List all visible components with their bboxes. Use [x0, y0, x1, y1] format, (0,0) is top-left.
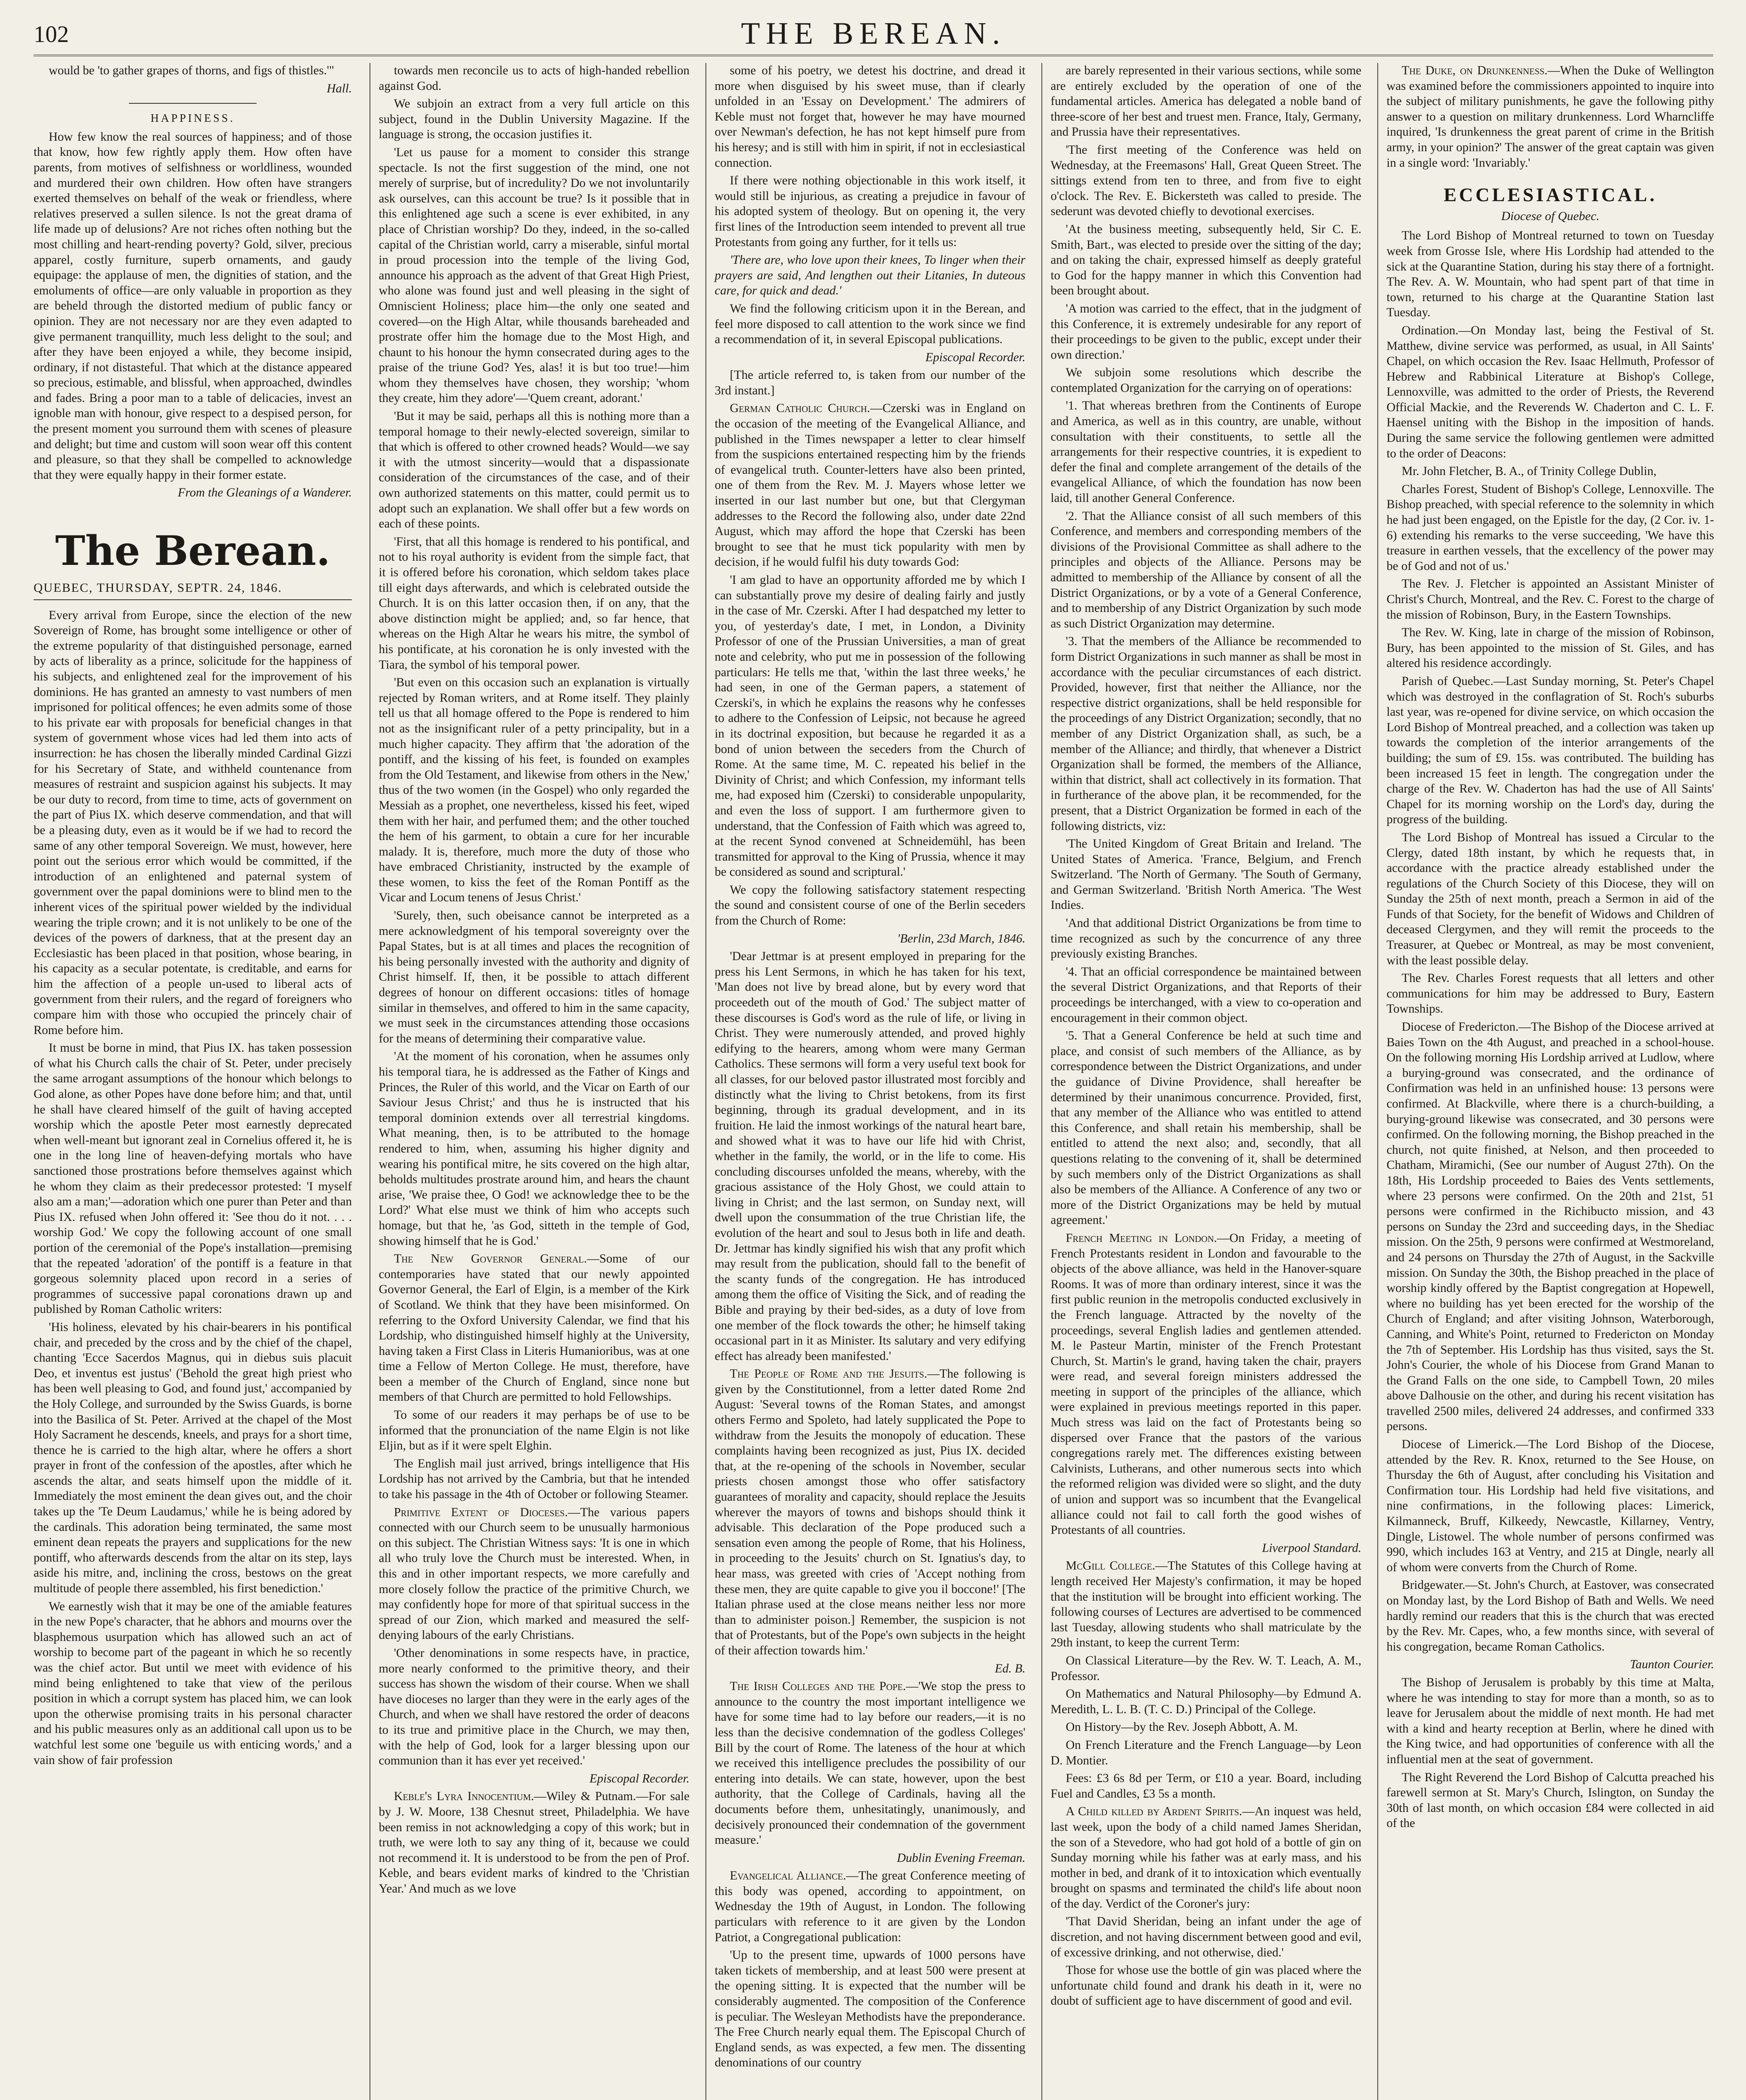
article-paragraph: some of his poetry, we detest his doctrine, and dread it more when disguised by his sweet muse, than if clearly unfolded in an 'Essay on Development.' The admirers of Keble must not forget that, however he may have mourned over Newman's defection, he has not kept himself pure from his heresy; and is still with him in spirit, if not in ecclesiastical connection.: [715, 64, 1025, 170]
article-paragraph: 'First, that all this homage is rendered to his pontifical, and not to his royal authority is evident from the simple fact, that it is offered before his coronation, which seldom takes place till eight days afterwards, and which is celebrated outside the Church. It is on this latter occasion then, if on any, that the above distinction might be applied; and, so far hence, that whereas on the High Altar he wears his mitre, the symbol of his pontificate, at his coronation he is only invested with the Tiara, the symbol of his temporal power.: [379, 535, 689, 672]
dioceses-heading: Primitive Extent of Dioceses.: [394, 1505, 568, 1519]
article-paragraph: Parish of Quebec.—Last Sunday morning, St. Peter's Chapel which was destroyed in the conflagration of St. Roch's suburbs last year, was re-opened for divine service, on which occasion the Lord Bishop of Montreal preached, and a collection was taken up towards the completion of the interior arrangements of the building; the sum of £9. 15s. was contributed. The building has been increased 15 feet in length. The congregation under the charge of the Rev. W. Chaderton has had the use of All Saints' Chapel for its morning worship on the Lord's day, during the progress of the building.: [1387, 674, 1714, 827]
article-paragraph: 'Dear Jettmar is at present employed in preparing for the press his Lent Sermons, in which he has taken for his text, 'Man does not live by bread alone, but by every word that proceedeth out of the mouth of God.' The subject matter of these discourses is God's word as the rule of life, or living in Christ. They were numerously attended, and proved highly edifying to the hearers, among whom were many German Catholics. These sermons will form a very useful text book for all classes, for our beloved pastor illustrated most forcibly and distinctly what the living to Christ betokens, from its first beginning, through its gradual development, and in its fruition. He laid the inmost workings of the natural heart bare, and showed what it was to have our life hid with Christ, whether in the family, the world, or in the life to come. His concluding discourses unfolded the means, whereby, with the gracious assistance of the Holy Ghost, we could attain to living in Christ; and the last sermon, on Sunday next, will dwell upon the consummation of the true Christian life, the evolution of the heart and soul to Jesus both in life and death. Dr. Jettmar has kindly signified his wish that any profit which may result from the publication, should fall to the benefit of the scanty funds of the congregation. He has introduced among them the office of Visiting the Sick, and of reading the Bible and praying by their bed-sides, as a duty of love from one member of the flock towards the other; he himself taking occasional part in it as Minister. Its salutary and very edifying effect has already been manifested.': [715, 950, 1025, 1363]
diocese-heading: Diocese of Quebec.: [1501, 209, 1600, 223]
happiness-body: How few know the real sources of happiness; and of those that know, how few rightly apply them. How often have parents, from motives of selfishness or worldliness, wounded and murdered their own children. How often have strangers exerted themselves on behalf of the weak or friendless, where relatives preserved a sullen silence. Is not the great drama of life made up of delusions? Are not riches often nothing but the most chilling and heart-rending poverty? Gold, silver, precious apparel, costly furniture, superb ornaments, and gaudy equipage: the applause of men, the dignities of station, and the emoluments of office—are only valuable in proportion as they are beheld through the distorted medium of public fancy or opinion. They are not necessary nor are they even adapted to give permanent tranquillity, much less delight to the soul; and after they have been enjoyed a while, they become insipid, ordinary, if not distasteful. That which at the distance appeared so precious, estimable, and blissful, when approached, dwindles and fades. Bring a poor man to a table of delicacies, invest an ignoble man with honour, give respect to a despised person, for the present moment you surround them with scenes of pleasure and delight; but time and custom will soon wear off this content and pleasure, so that they shall be compelled to acknowledge that they were equally happy in their former estate.: [34, 130, 352, 482]
attribution: Taunton Courier.: [1630, 1658, 1714, 1672]
fees: Fees: £3 6s 8d per Term, or £10 a year. Board, including Fuel and Candles, £3 5s a month.: [1051, 1772, 1361, 1801]
lecture-item: On French Literature and the French Language—by Leon D. Montier.: [1051, 1738, 1361, 1767]
article-paragraph: The Rev. Charles Forest requests that all letters and other communications for him may be addressed to Bury, Eastern Townships.: [1387, 971, 1714, 1016]
dateline: QUEBEC, THURSDAY, SEPTR. 24, 1846.: [34, 580, 352, 600]
governor-heading: The New Governor General.: [394, 1252, 587, 1266]
article-paragraph: 'The first meeting of the Conference was held on Wednesday, at the Freemasons' Hall, Great Queen Street. The sittings extend from ten to three, and from five to eight o'clock. The Rev. E. Bickersteth was called to preside. The sederunt was devoted chiefly to devotional exercises.: [1051, 143, 1361, 218]
attribution: Ed. B.: [995, 1662, 1025, 1675]
dioceses-item: Primitive Extent of Dioceses.—The various papers connected with our Church seem to be unusually harmonious on this subject. The Christian Witness says: 'It is one in which all who truly love the Church must be interested. When, in this and in other important respects, we more carefully and more closely follow the practice of the primitive Church, we may confidently hope for more of that spiritual success in the spread of our Zion, which marked and measured the self-denying labours of the early Christians.: [379, 1505, 689, 1642]
article-paragraph: Ordination.—On Monday last, being the Festival of St. Matthew, divine service was performed, as usual, in All Saints' Chapel, on which occasion the Rev. Isaac Hellmuth, Professor of Hebrew and Rabbinical Literature at Bishop's College, Lennoxville, was admitted to the order of Priests, the Reverend Official Mackie, and the Reverends W. Chaderton and C. L. F. Haensel uniting with the Bishop in the imposition of hands. During the same service the following gentlemen were admitted to the order of Deacons:: [1387, 323, 1714, 460]
editorial-paragraph: 'His holiness, elevated by his chair-bearers in his pontifical chair, and preceded by the cross and by the chief of the chapel, chanting 'Ecce Sacerdos Magnus, qui in diebus suis placuit Deo, et inventus est justus' ('Behold the great high priest who has been well pleasing to God, and found just,' accompanied by the Holy College, and surrounded by the Swiss Guards, is borne into the Basilica of St. Peter. Arrived at the chapel of the Most Holy Sacrament he descends, kneels, and prays for a short time, thence he is carried to the high altar, where he offers a short prayer in front of the confession of the apostles, after which he ascends the altar, and seats himself upon the middle of it. Immediately the most eminent the dean gives out, and the choir takes up the 'Te Deum Laudamus,' while he is being adored by the cardinals. This adoration being terminated, the same most eminent dean repeats the prayers and supplications for the new pontiff, who afterwards descends from the altar on its step, lays aside his mitre, and, inclining the cross, bestows on the great multitude of people there assembled, his first benediction.': [34, 1320, 352, 1596]
letter-date: 'Berlin, 23d March, 1846.: [897, 932, 1025, 945]
irish-item: The Irish Colleges and the Pope.—'We stop the press to announce to the country the most important intelligence we have for some time had to lay before our readers,—it is no less than the decisive condemnation of the godless Colleges' Bill by the court of Rome. The lateness of the hour at which we received this intelligence precludes the possibility of our entering into details. We can state, however, upon the best authority, that the College of Cardinals, having all the documents before them, unhesitatingly, unanimously, and decisively pronounced their condemnation of the government measure.': [715, 1680, 1025, 1847]
article-paragraph: 'I am glad to have an opportunity afforded me by which I can substantially prove my desire of dealing fairly and justly in the case of Mr. Czerski. After I had despatched my letter to you, of yesterday's date, I met, in London, a Divinity Professor of one of the Prussian Universities, a man of great note and celebrity, who put me in possession of the following particulars: He tells me that, 'within the last three weeks,' he had seen, in one of the German papers, a statement of Czerski's, in which he explains the reasons why he confesses to adhere to the Confession of Leipsic, not because he agreed in its doctrinal exposition, but because he regarded it as a bond of union between the seceders from the Church of Rome. At the same time, M. C. repeated his belief in the Divinity of Christ; and which Confession, my informant tells me, had exposed him (Czerski) to considerable unpopularity, and even the loss of support. I am furthermore given to understand, that the Confession of Faith which was agreed to, at the recent Synod convened at Schneidemühl, has been transmitted for approval to the King of Prussia, whence it may be considered as sound and scriptural.': [715, 573, 1025, 879]
article-paragraph: We find the following criticism upon it in the Berean, and feel more disposed to call attention to the work since we find a recommendation of it, in several Episcopal publications.: [715, 302, 1025, 346]
french-item: French Meeting in London.—On Friday, a meeting of French Protestants resident in London and favourable to the objects of the above alliance, was held in the Hanover-square Rooms. It was of more than ordinary interest, since it was the first public reunion in the metropolis conducted exclusively in the French language. Attracted by the novelty of the proceedings, several English ladies and gentlemen attended. M. le Pasteur Martin, minister of the French Protestant Church, St. Martin's le grand, having taken the chair, prayers were read, and several foreign ministers addressed the meeting in support of the principles of the alliance, which were explained in previous meetings reported in this paper. Much stress was laid on the fact of Protestants being so dispersed over France that the pastors of the various congregations rarely met. The differences existing between Calvinists, Lutherans, and other numerous sects into which the reformed religion was divided were so slight, and the duty of union and support was so incumbent that the Evangelical alliance could not fail to call forth the good wishes of Protestants of all countries.: [1051, 1231, 1361, 1537]
editorial-paragraph: We earnestly wish that it may be one of the amiable features in the new Pope's character, that he abhors and mourns over the blasphemous usurpation which has allowed such an act of worship to become part of the pageant in which he so recently was the chief actor. But until we meet with evidence of his mind being enlightened to take that view of the perilous position in which a corrupt system has placed him, we can look upon the otherwise promising traits in his personal character and his public measures only as an additional call upon us to be watchful lest some one 'beguile us with enticing words,' and a vain show of fair profession: [34, 1599, 352, 1767]
resolution: '5. That a General Conference be held at such time and place, and consist of such members of the Alliance, as by correspondence between the District Organizations, and under the guidance of Divine Providence, shall hereafter be determined by their unanimous concurrence. Provided, first, that any member of the Alliance who was entitled to attend this Conference, and shall retain his membership, shall be entitled to attend the next also; and, secondly, that all questions relating to the convening of it, shall be determined by such members only of the District Organizations as shall also be members of the Alliance. A Conference of any two or more of the District Organizations may be held by mutual agreement.': [1051, 1029, 1361, 1227]
happiness-title: HAPPINESS.: [150, 112, 235, 125]
article-paragraph: 'At the moment of his coronation, when he assumes only his temporal tiara, he is addressed as the Father of Kings and Princes, the Ruler of this world, and the Vicar on Earth of our Saviour Jesus Christ;' and thus he is instructed that his temporal dominion extends over all terrestrial kingdoms. What meaning, then, is to be attributed to the homage rendered to him, when, assuming his higher dignity and wearing his pontifical mitre, he sits covered on the high altar, beholds multitudes prostrate around him, and hears the chaunt arise, 'We praise thee, O God! we acknowledge thee to be the Lord?' What else must we think of him who accepts such homage, but that he, 'as God, sitteth in the temple of God, showing himself that he is God.': [379, 1050, 689, 1248]
divider: [129, 103, 256, 104]
article-paragraph: The Bishop of Jerusalem is probably by this time at Malta, where he was intending to stay for more than a month, so as to leave for Jerusalem about the middle of next month. He had met with a kind and hearty reception at Berlin, where he dined with the King twice, and had opportunities of conference with all the influential men at the seat of government.: [1387, 1675, 1714, 1766]
german-heading: German Catholic Church.: [730, 402, 870, 415]
resolution: 'And that additional District Organizations be from time to time recognized as such by the concurrence of any three previously existing Branches.: [1051, 916, 1361, 961]
verdict: 'That David Sheridan, being an infant under the age of discretion, and not having discernment between good and evil, of excessive drinking, and not otherwise, died.': [1051, 1915, 1361, 1959]
resolution: '2. That the Alliance consist of all such members of this Conference, and members and corresponding members of the divisions of the Provisional Committee as shall adhere to the principles and objects of the Alliance. Persons may be admitted to membership of the Alliance by consent of all the District Organizations, or by a vote of a General Conference, and to membership of any District Organization by such mode as such District Organization may determine.: [1051, 509, 1361, 630]
editorial-paragraph: It must be borne in mind, that Pius IX. has taken possession of what his Church calls the chair of St. Peter, under precisely the same arrogant assumptions of the honour which belongs to God alone, as other Popes have done before him; and that, until he shall have cleared himself of the guilt of having accepted worship which the apostle Peter most earnestly deprecated when well-meant but ignorant zeal in Cornelius offered it, he is one in the long line of heaven-defying mortals who have sanctioned those prostrations before themselves against which he whom they claim as their predecessor protested: 'I myself also am a man;'—adoration which one purer than Peter and than Pius IX. refused when John offered it: 'See thou do it not. . . . worship God.' We copy the following account of one small portion of the ceremonial of the Pope's installation—premising that the repeated 'adoration' of the pontiff is a feature in that gorgeous solemnity placed upon record in a series of programmes of successive papal coronations drawn up and published by Roman Catholic writers:: [34, 1041, 352, 1316]
article-paragraph: 'Other denominations in some respects have, in practice, more nearly conformed to the primitive theory, and their success has shown the wisdom of their course. When we shall have dioceses no larger than they were in the early ages of the Church, and when we shall have restored the order of deacons to its true and primitive place in the Church, we may then, with the help of God, look for a larger blessing upon our communion than it has ever yet received.': [379, 1646, 689, 1768]
column-1: [34, 63, 360, 2100]
article-paragraph: The Lord Bishop of Montreal has issued a Circular to the Clergy, dated 18th instant, by which he requests that, in accordance with the practice already established under the regulations of the Church Society of this Diocese, they will on Sunday the 25th of next month, preach a Sermon in aid of the Funds of that Society, for the benefit of Widows and Children of deceased Clergymen, and they will remit the proceeds to the Treasurer, at Quebec or Montreal, as may be most convenient, with the least possible delay.: [1387, 830, 1714, 967]
article-paragraph: 'Let us pause for a moment to consider this strange spectacle. Is not the first suggestion of the mind, one not merely of surprise, but of incredulity? Do we not involuntarily ask ourselves, can this account be true? Is it possible that in this enlightened age such a scene is ever exhibited, in any place of Christian worship? Do they, indeed, in the so-called capital of the Christian world, carry a miserable, sinful mortal in proud procession into the temple of the living God, announce his approach as the advent of that Great High Priest, who alone was found just and well pleasing in the sight of Omniscient Holiness; place him—the only one seated and covered—on the High Altar, while thousands bareheaded and prostrate offer him the homage due to the Most High, and chaunt to his honour the hymn consecrated during ages to the praise of the triune God? Yes, alas! it is but too true!—him whom they themselves have chosen, they worship; 'whom they create, him they adore'—'Quem creant, adorant.': [379, 145, 689, 405]
column-2: [370, 63, 698, 2100]
alliance-heading: Evangelical Alliance.: [730, 1869, 846, 1883]
article-paragraph: Charles Forest, Student of Bishop's College, Lennoxville. The Bishop preached, with special reference to the solemnity in which he had just been engaged, on the Epistle for the day, (2 Cor. iv. 1-6) extending his remarks to the verse succeeding, 'We have this treasure in earthen vessels, that the excellency of the power may be of God and not of us.': [1387, 482, 1714, 573]
newspaper-page: [17, 13, 1730, 2100]
article-paragraph: [The article referred to, is taken from our number of the 3rd instant.]: [715, 368, 1025, 397]
mcgill-item: McGill College.—The Statutes of this College having at length received Her Majesty's confirmation, it may be hoped that the institution will be brought into efficient working. The following courses of Lectures are advertised to be commenced last Tuesday, allowing students who shall matriculate by the 29th instant, to keep the current Term:: [1051, 1559, 1361, 1650]
irish-heading: The Irish Colleges and the Pope.: [730, 1680, 906, 1693]
verse-end: would be 'to gather grapes of thorns, and figs of thistles.'": [49, 64, 334, 77]
child-item: A Child killed by Ardent Spirits.—An inquest was held, last week, upon the body of a child named James Sheridan, the son of a Stevedore, who had got hold of a bottle of gin on Sunday morning while his father was at early mass, and his mother in bed, and drank of it to intoxication which eventually brought on spasms and terminated the child's life about noon of the day. Verdict of the Coroner's jury:: [1051, 1805, 1361, 1911]
verse-attribution: Hall.: [327, 81, 352, 95]
article-paragraph: 'But it may be said, perhaps all this is nothing more than a temporal homage to their newly-elected sovereign, similar to that which is offered to other crowned heads? Would—we say it with the utmost sincerity—would that a dispassionate consideration of the circumstances of the case, and of their own authorized statements on this matter, could permit us to adopt such an explanation. We shall offer but a few words on each of these points.: [379, 410, 689, 531]
happiness-attribution: From the Gleanings of a Wanderer.: [178, 486, 352, 500]
article-paragraph: towards men reconcile us to acts of high-handed rebellion against God.: [379, 64, 689, 93]
keble-heading: Keble's Lyra Innocentium.: [394, 1790, 534, 1803]
child-heading: A Child killed by Ardent Spirits.: [1066, 1805, 1243, 1819]
masthead: [34, 13, 1713, 56]
column-4: [1041, 63, 1370, 2100]
duke-heading: The Duke, on Drunkenness.: [1402, 64, 1548, 77]
page-number: 102: [34, 21, 69, 47]
article-paragraph: We subjoin an extract from a very full article on this subject, found in the Dublin University Magazine. If the language is strong, the occasion justifies it.: [379, 97, 689, 142]
districts-list: 'The United Kingdom of Great Britain and Ireland. 'The United States of America. 'France, Belgium, and French Switzerland. 'The North of Germany. 'The South of Germany, and German Switzerland. 'British North America. 'The West Indies.: [1051, 837, 1361, 912]
column-3: [705, 63, 1034, 2100]
attribution: Dublin Evening Freeman.: [897, 1851, 1025, 1865]
article-paragraph: The Right Reverend the Lord Bishop of Calcutta preached his farewell sermon at St. Mary's Church, Islington, on Sunday the 30th of last month, on which occasion £84 were collected in aid of the: [1387, 1770, 1714, 1830]
verse-quote: 'There are, who love upon their knees, To linger when their prayers are said, And lengthen out their Litanies, In duteous care, for quick and dead.': [715, 253, 1025, 298]
resolution: '3. That the members of the Alliance be recommended to form District Organizations in such manner as shall be most in accordance with the peculiar circumstances of each district. Provided, however, first that neither the Alliance, nor the respective district organizations, shall be held responsible for the proceedings of any District Organization; secondly, that no member of any District Organization shall, as such, be a member of the Alliance; and thirdly, that whenever a District Organization shall be formed, the members of the Alliance, within that district, shall act collectively in its formation. That in furtherance of the above plan, it be recommended, for the present, that a District Organization be formed in each of the following districts, viz:: [1051, 635, 1361, 833]
article-paragraph: 'Surely, then, such obeisance cannot be interpreted as a mere acknowledgment of his temporal sovereignty over the Papal States, but is at all times and places the recognition of his being personally invested with the authority and dignity of Christ himself. If, then, it be possible to attach different degrees of honour on different occasions: titles of homage similar in themselves, and offered to him in the same capacity, we must seek in the circumstances attending those occasions for the means of determining their comparative value.: [379, 909, 689, 1045]
editorial-paragraph: Every arrival from Europe, since the election of the new Sovereign of Rome, has brought some intelligence or other of the extreme popularity of that distinguished personage, earned by acts of liberality as a prince, solicitude for the happiness of his subjects, and enlightened zeal for the improvement of his dominions. He has granted an amnesty to vast numbers of men imprisoned for political offences; he even admits some of those to his private ear with proposals for beneficial changes in that system of government whose vices had led them into acts of insurrection: he has chosen the liberally minded Cardinal Gizzi for his Secretary of State, and withheld countenance from measures of restraint and suspicion against his subjects. It may be our duty to record, from time to time, acts of government on the part of Pius IX. which deserve commendation, and that will be a pleasing duty, even as it would be if we had to record the same of any other temporal Sovereign. We must, however, here point out the serious error which would be committed, if the introduction of an enlightened and paternal system of government over the papal dominions were to blind men to the inherent vices of the spiritual power wielded by the individual wearing the triple crown; and it is not unlikely to be one of the devices of the powers of darkness, that at the present day an Ecclesiastic has been placed in that position, whose bearing, in his capacity as a secular potentate, is creditable, and earns for him the affection of a people un-used to liberal acts of government from their rulers, and the regard of foreigners who compare him with those who occupied the princely chair of Rome before him.: [34, 608, 352, 1037]
article-paragraph: The Rev. J. Fletcher is appointed an Assistant Minister of Christ's Church, Montreal, and the Rev. C. Forest to the charge of the mission of Robinson, Bury, in the Eastern Townships.: [1387, 577, 1714, 622]
lecture-item: On Mathematics and Natural Philosophy—by Edmund A. Meredith, L. L. B. (T. C. D.) Principal of the College.: [1051, 1687, 1361, 1716]
duke-item: The Duke, on Drunkenness.—When the Duke of Wellington was examined before the commissioners appointed to inquire into the subject of military punishments, he gave the following pithy answer to a question on military drunkenness. Lord Wharncliffe inquired, 'Is drunkenness the great parent of crime in the British army, in your opinion?' The answer of the great captain was given in a single word: 'Invariably.': [1387, 64, 1714, 170]
article-paragraph: The English mail just arrived, brings intelligence that His Lordship has not arrived by the Cambria, but that he intended to take his passage in the 4th of October or following Steamer.: [379, 1457, 689, 1502]
lecture-item: On Classical Literature—by the Rev. W. T. Leach, A. M., Professor.: [1051, 1654, 1361, 1683]
governor-item: The New Governor General.—Some of our contemporaries have stated that our newly appointed Governor General, the Earl of Elgin, is a member of the Kirk of Scotland. We think that they have been misinformed. On referring to the Oxford University Calendar, we find that his Lordship, who distinguished himself highly at the University, having taken a First Class in Literis Humanioribus, was at one time a Fellow of Merton College. He must, therefore, have been a member of the Church of England, since none but members of that Church are permitted to hold Fellowships.: [379, 1252, 689, 1404]
mcgill-heading: McGill College.: [1066, 1559, 1156, 1573]
resolution: '4. That an official correspondence be maintained between the several District Organizations, and that Reports of their proceedings be interchanged, with a view to co-operation and encouragement in their common object.: [1051, 965, 1361, 1025]
article-paragraph: Diocese of Fredericton.—The Bishop of the Diocese arrived at Baies Town on the 4th August, and preached in a school-house. On the following morning His Lordship arrived at Ludlow, where a burying-ground was consecrated, and the ordinance of Confirmation was held in an unfinished house: 13 persons were confirmed. At Blackville, where there is a church-building, a burying-ground likewise was consecrated, and 30 persons were confirmed. On the following morning, the Bishop preached in the church, not quite finished, at Nelson, and then proceeded to Chatham, Miramichi, (See our number of August 27th). On the 18th, His Lordship proceeded to Baies des Vents settlements, where 23 persons were confirmed. On the 20th and 21st, 51 persons were confirmed in the Richibucto mission, and 43 persons on Sunday the 23rd and succeeding days, in the Shediac mission. On the 25th, 9 persons were confirmed at Westmoreland, and 24 persons on Thursday the 27th of August, in the Sackville mission. On Sunday the 30th, the Bishop preached in the place of worship kindly offered by the Baptist congregation at Hopewell, where no building has yet been erected for the worship of the Church of England; and after visiting Johnson, Waterborough, Canning, and White's Point, returned to Fredericton on Monday the 7th of September. His Lordship has thus visited, says the St. John's Courier, the whole of his Diocese from Grand Manan to the Grand Falls on the one side, to Campbell Town, 20 miles above Dalhousie on the other, and during his recent visitation has travelled 2500 miles, delivered 24 addresses, and confirmed 333 persons.: [1387, 1020, 1714, 1433]
jesuits-item: The People of Rome and the Jesuits.—The following is given by the Constitutionnel, from a letter dated Rome 2nd August: 'Several towns of the Roman States, and amongst others Fermo and Spoleto, had lately supplicated the Pope to withdraw from the Jesuits the monopoly of education. These complaints having been recognized as just, Pius IX. decided that, at the re-opening of the schools in November, secular priests chosen amongst those who offer satisfactory guarantees of morality and capacity, should replace the Jesuits wherever the mayors of towns and bishops should think it advisable. This declaration of the Pope produced such a sensation even among the people of Rome, that his Holiness, in proceeding to the Jesuits' church on St. Ignatius's day, to hear mass, was greeted with cries of 'Accept nothing from these men, they are quite capable to give you il boccone!' [The Italian phrase used at the close means neither less nor more than to administer poison.] Remember, the suspicion is not that of Protestants, but of the Pope's own subjects in the height of their affection towards him.': [715, 1367, 1025, 1657]
article-paragraph: Mr. John Fletcher, B. A., of Trinity College Dublin,: [1402, 465, 1657, 478]
article-paragraph: Bridgewater.—St. John's Church, at Eastover, was consecrated on Monday last, by the Lord Bishop of Bath and Wells. We need hardly remind our readers that this is the church that was erected by the Rev. Mr. Capes, who, a few months since, with several of his congregation, became Roman Catholics.: [1387, 1578, 1714, 1654]
article-paragraph: 'But even on this occasion such an explanation is virtually rejected by Roman writers, and at Rome itself. They plainly tell us that all homage offered to the Pope is rendered to him not as the insignificant ruler of a petty principality, but in a much higher capacity. They affirm that 'the adoration of the pontiff, and the kissing of his feet, is founded on examples from the Old Testament, and likewise from others in the New,' thus of the two women (in the Gospel) who only regarded the Messiah as a prophet, one nevertheless, kissed his feet, wiped them with her hair, and perfumed them; and the other touched the hem of his garment, to obtain a cure for her incurable malady. It is, therefore, much more the duty of those who have embraced Christianity, instructed by the example of these women, to kiss the feet of the Roman Pontiff as the Vicar and Locum tenens of Jesus Christ.': [379, 676, 689, 905]
article-paragraph: 'A motion was carried to the effect, that in the judgment of this Conference, it is extremely undesirable for any report of their proceedings to be given to the public, except under their own direction.': [1051, 302, 1361, 362]
article-paragraph: Diocese of Limerick.—The Lord Bishop of the Diocese, attended by the Rev. R. Knox, returned to the See House, on Thursday the 6th of August, after concluding his Visitation and Confirmation tour. His Lordship had held five visitations, and nine confirmations, in the following places: Limerick, Kilmanneck, Bruff, Kilkeedy, Newcastle, Killarney, Ventry, Dingle, Listowel. The whole number of persons confirmed was 990, which includes 163 at Ventry, and 215 at Dingle, nearly all of whom were converts from the Church of Rome.: [1387, 1438, 1714, 1574]
jesuits-heading: The People of Rome and the Jesuits.: [730, 1367, 927, 1381]
german-item: German Catholic Church.—Czerski was in England on the occasion of the meeting of the Evangelical Alliance, and published in the Times newspaper a letter to clear himself from the suspicions entertained respecting him by the friends of evangelical truth. Counter-letters have also been printed, one of them from the Rev. M. J. Mayers whose letter we inserted in our last number but one, but that Clergyman addresses to the Record the following also, under date 22nd August, which may afford the hope that Czerski has been brought to see that he must tick popularity with men by decision, if he would fulfil his duty towards God:: [715, 402, 1025, 569]
article-paragraph: To some of our readers it may perhaps be of use to be informed that the pronunciation of the name Elgin is not like Eljin, but as if it were spelt Elghin.: [379, 1408, 689, 1453]
column-5: [1377, 63, 1714, 2100]
article-paragraph: Those for whose use the bottle of gin was placed where the unfortunate child found and drank his death in it, were no doubt of sufficient age to have discernment of good and evil.: [1051, 1964, 1361, 2008]
article-paragraph: 'At the business meeting, subsequently held, Sir C. E. Smith, Bart., was elected to preside over the sitting of the day; and on taking the chair, expressed himself as deeply grateful to God for the happy manner in which this Convention had been brought about.: [1051, 222, 1361, 298]
article-paragraph: We subjoin some resolutions which describe the contemplated Organization for the carrying on of operations:: [1051, 366, 1361, 395]
article-paragraph: We copy the following satisfactory statement respecting the sound and consistent course of one of the Berlin seceders from the Church of Rome:: [715, 883, 1025, 928]
article-paragraph: If there were nothing objectionable in this work itself, it would still be injurious, as creating a prejudice in favour of his adopted system of theology. But on opening it, the very first lines of the Introduction seem intended to prevent all true Protestants from going any further, for it tells us:: [715, 174, 1025, 249]
attribution: Episcopal Recorder.: [589, 1772, 689, 1785]
keble-item: Keble's Lyra Innocentium.—Wiley & Putnam.—For sale by J. W. Moore, 138 Chesnut street, Philadelphia. We have been remiss in not acknowledging a copy of this work; but in truth, we were loth to say any thing of it, because we could not recommend it. It is understood to be from the pen of Prof. Keble, and bears evident marks of kindred to the 'Christian Year.' And much as we love: [379, 1790, 689, 1895]
columns: [34, 63, 1713, 2100]
lecture-item: On History—by the Rev. Joseph Abbott, A. M.: [1066, 1720, 1298, 1734]
running-head: THE BEREAN.: [741, 16, 1006, 51]
ecclesiastical-title: ECCLESIASTICAL.: [1444, 184, 1657, 206]
attribution: Episcopal Recorder.: [925, 350, 1025, 364]
french-heading: French Meeting in London.: [1066, 1231, 1217, 1245]
paper-title: The Berean.: [55, 527, 330, 575]
attribution: Liverpool Standard.: [1262, 1541, 1361, 1555]
article-paragraph: The Lord Bishop of Montreal returned to town on Tuesday week from Grosse Isle, where His Lordship had attended to the sick at the Quarantine Station, during his stay there of a fortnight. The Rev. A. W. Mountain, who had spent part of that time in town, returned to his charge at the Quarantine Station last Tuesday.: [1387, 229, 1714, 320]
alliance-item: Evangelical Alliance.—The great Conference meeting of this body was opened, according to appointment, on Wednesday the 19th of August, in London. The following particulars with reference to it are given by the London Patriot, a Congregational publication:: [715, 1869, 1025, 1944]
article-paragraph: 'Up to the present time, upwards of 1000 persons have taken tickets of membership, and at least 500 were present at the opening sitting. It is expected that the number will be considerably augmented. The composition of the Conference is peculiar. The Wesleyan Methodists have the preponderance. The Free Church nearly equal them. The Episcopal Church of England sends, as was expected, a few men. The dissenting denominations of our country: [715, 1948, 1025, 2070]
article-paragraph: are barely represented in their various sections, while some are entirely excluded by the operation of one of the fundamental articles. America has delegated a noble band of three-score of her best and truest men. France, Italy, Germany, and Prussia have their representatives.: [1051, 64, 1361, 139]
resolution: '1. That whereas brethren from the Continents of Europe and America, as well as in this country, are unable, without consultation with their constituents, to settle all the arrangements for their respective countries, it is expedient to defer the final and complete arrangement of the details of the evangelical Alliance, of which the foundation has now been laid, till another General Conference.: [1051, 399, 1361, 505]
article-paragraph: The Rev. W. King, late in charge of the mission of Robinson, Bury, has been appointed to the mission of St. Giles, and has altered his residence accordingly.: [1387, 626, 1714, 670]
